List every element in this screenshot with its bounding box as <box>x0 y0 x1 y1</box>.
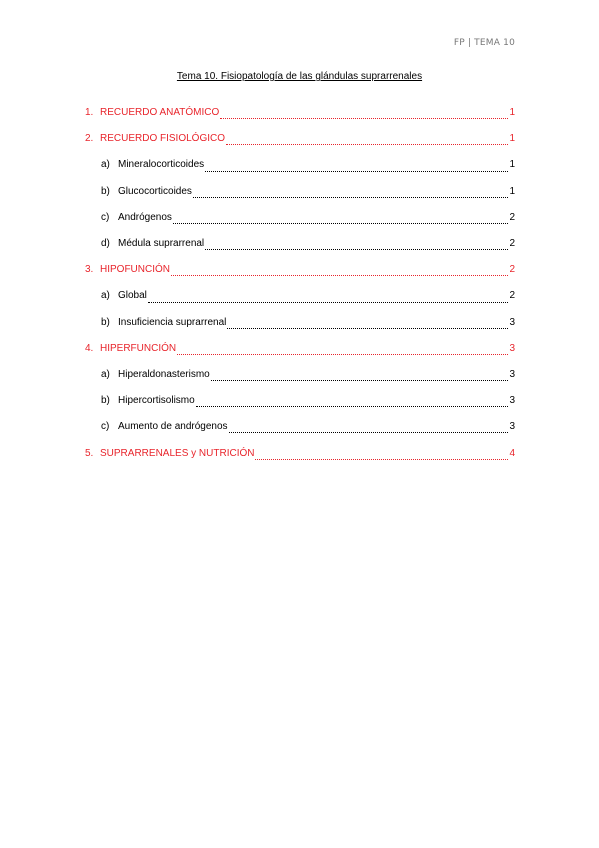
toc-entry-page: 1 <box>509 133 515 145</box>
toc-dot-leader <box>148 301 508 303</box>
table-of-contents <box>85 100 515 467</box>
toc-entry-number: b) <box>101 316 110 328</box>
toc-dot-leader <box>255 458 508 460</box>
toc-dot-leader <box>177 353 508 355</box>
toc-entry[interactable] <box>85 179 515 205</box>
toc-entry-page: 3 <box>509 316 515 328</box>
toc-entry-page: 1 <box>509 185 515 197</box>
toc-entry-page: 1 <box>509 159 515 171</box>
toc-entry[interactable] <box>85 310 515 336</box>
toc-dot-leader <box>171 274 508 276</box>
toc-entry-number: 5. <box>85 447 94 459</box>
toc-dot-leader <box>211 379 508 381</box>
page-header: FP | TEMA 10 <box>453 38 515 48</box>
toc-dot-leader <box>226 143 508 145</box>
toc-entry-label: Hiperaldonasterismo <box>118 368 210 380</box>
toc-entry-number: 4. <box>85 342 94 354</box>
toc-dot-leader <box>205 170 508 172</box>
toc-entry-label: RECUERDO FISIOLÓGICO <box>100 133 226 145</box>
toc-entry[interactable] <box>85 231 515 257</box>
toc-entry[interactable] <box>85 152 515 178</box>
toc-entry-number: 1. <box>85 107 94 119</box>
toc-dot-leader <box>196 405 508 407</box>
toc-entry[interactable] <box>85 283 515 309</box>
toc-entry-number: a) <box>101 290 110 302</box>
toc-entry[interactable] <box>85 362 515 388</box>
toc-entry[interactable] <box>85 440 515 466</box>
toc-entry-label: Mineralocorticoides <box>118 159 205 171</box>
document-title: Tema 10. Fisiopatología de las glándulas suprarrenales <box>176 71 423 82</box>
toc-entry-number: 3. <box>85 264 94 276</box>
toc-dot-leader <box>229 431 508 433</box>
toc-entry[interactable] <box>85 126 515 152</box>
toc-entry-label: Insuficiencia suprarrenal <box>118 316 227 328</box>
toc-entry-label: HIPERFUNCIÓN <box>100 342 177 354</box>
toc-entry-number: 2. <box>85 133 94 145</box>
toc-dot-leader <box>205 248 508 250</box>
toc-entry-page: 1 <box>509 107 515 119</box>
toc-entry-page: 3 <box>509 368 515 380</box>
toc-dot-leader <box>227 327 508 329</box>
toc-entry[interactable] <box>85 414 515 440</box>
toc-entry-number: c) <box>101 211 110 223</box>
toc-dot-leader <box>220 117 508 119</box>
toc-entry-label: Aumento de andrógenos <box>118 421 228 433</box>
toc-entry-page: 3 <box>509 395 515 407</box>
toc-dot-leader <box>193 196 508 198</box>
toc-entry-page: 3 <box>509 421 515 433</box>
toc-entry-number: c) <box>101 421 110 433</box>
toc-entry-number: a) <box>101 368 110 380</box>
toc-entry-page: 4 <box>509 447 515 459</box>
toc-dot-leader <box>173 222 508 224</box>
toc-entry[interactable] <box>85 257 515 283</box>
toc-entry[interactable] <box>85 100 515 126</box>
toc-entry-page: 2 <box>509 264 515 276</box>
toc-entry-number: a) <box>101 159 110 171</box>
toc-entry-label: Glucocorticoides <box>118 185 192 197</box>
toc-entry[interactable] <box>85 388 515 414</box>
toc-entry-label: RECUERDO ANATÓMICO <box>100 107 220 119</box>
toc-entry[interactable] <box>85 205 515 231</box>
toc-entry[interactable] <box>85 336 515 362</box>
toc-entry-label: HIPOFUNCIÓN <box>100 264 170 276</box>
toc-entry-page: 2 <box>509 238 515 250</box>
toc-entry-number: d) <box>101 238 110 250</box>
toc-entry-label: Médula suprarrenal <box>118 238 205 250</box>
toc-entry-label: SUPRARRENALES y NUTRICIÓN <box>100 447 255 459</box>
toc-entry-label: Andrógenos <box>118 211 172 223</box>
toc-entry-page: 2 <box>509 290 515 302</box>
toc-entry-label: Hipercortisolismo <box>118 395 195 407</box>
toc-entry-label: Global <box>118 290 147 302</box>
toc-entry-page: 2 <box>509 211 515 223</box>
toc-entry-page: 3 <box>509 342 515 354</box>
toc-entry-number: b) <box>101 395 110 407</box>
toc-entry-number: b) <box>101 185 110 197</box>
